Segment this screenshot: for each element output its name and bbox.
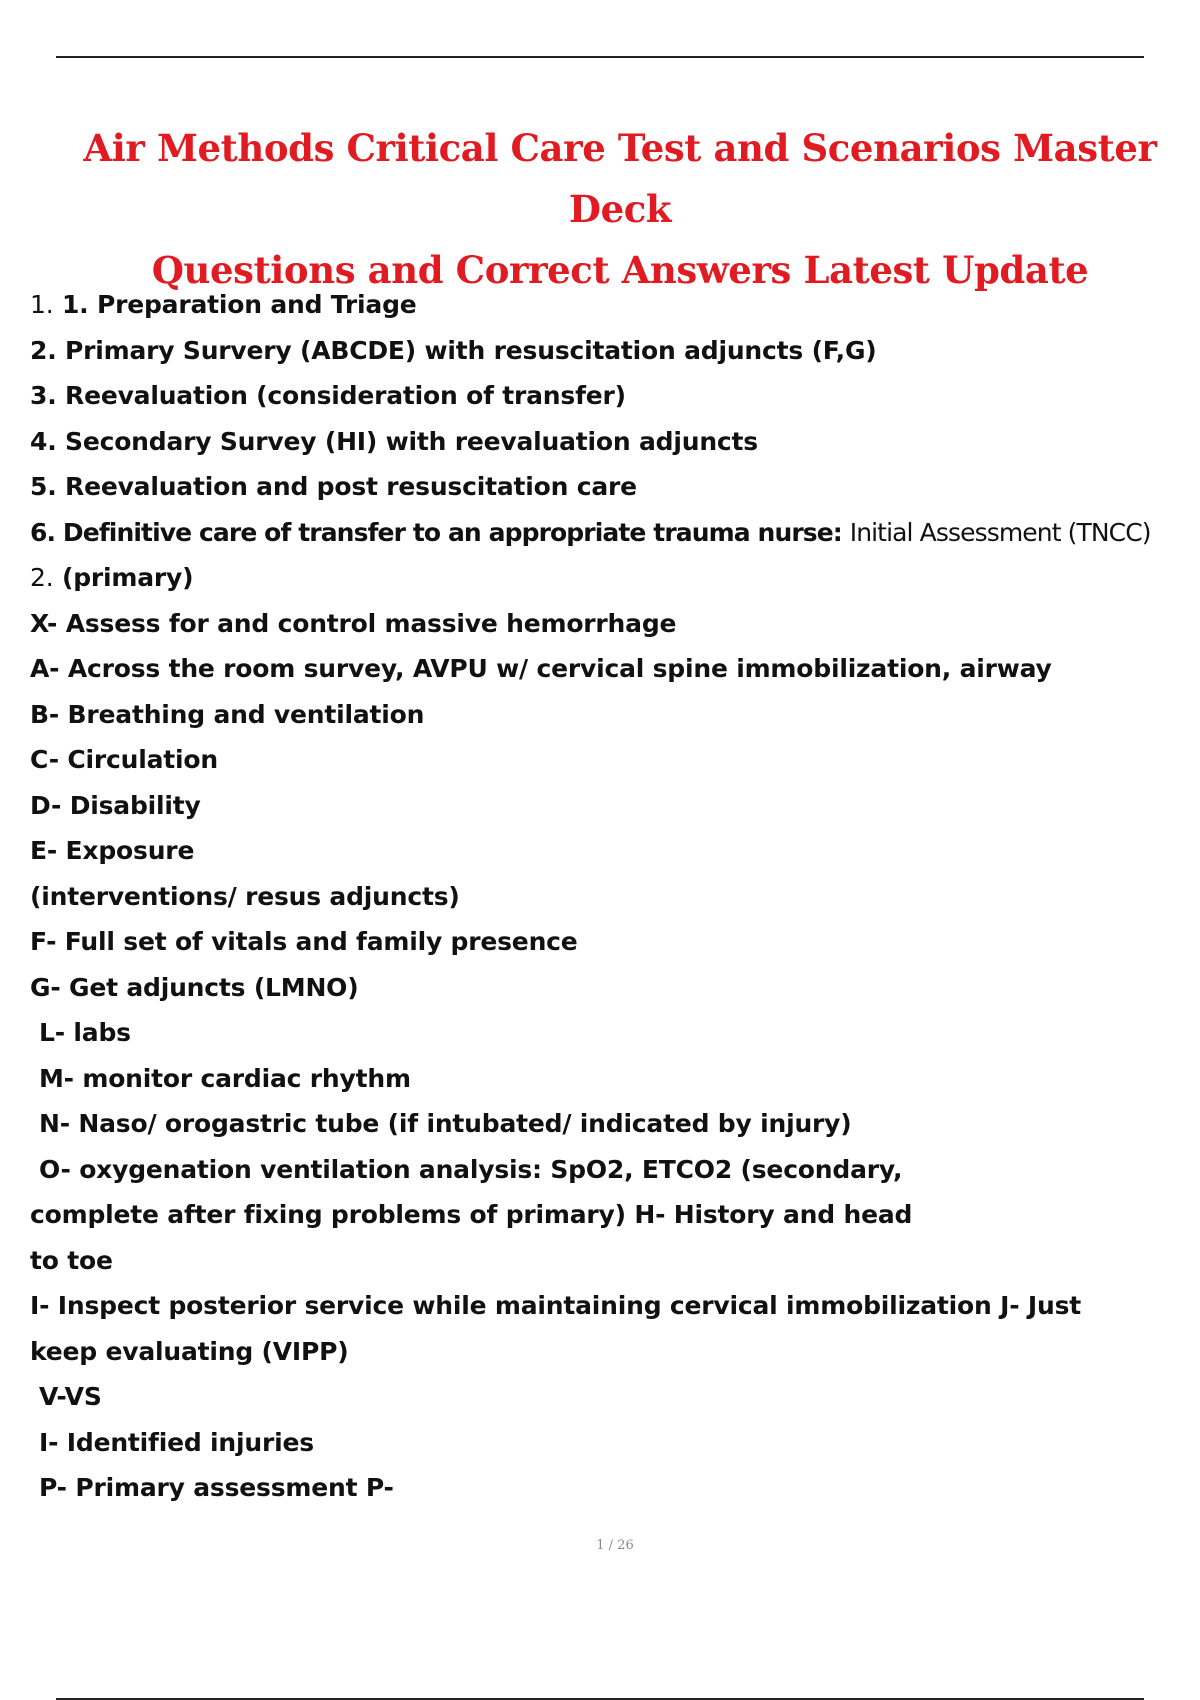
text-line: P- Primary assessment P- [39,1473,394,1502]
text-line: to toe [30,1245,113,1275]
list-item-4 [30,425,1180,471]
text-line: E- Exposure [30,836,195,865]
list-item-3 [30,379,1180,425]
text-line: complete after fixing problems of primary) H- History and head [30,1200,913,1229]
list-text: Reevaluation and post resuscitation care [65,472,637,501]
text-line: O- oxygenation ventilation analysis: SpO2, ETCO2 (secondary, [39,1154,903,1184]
title-line-1: Air Methods Critical Care Test and Scenarios Master Deck [83,126,1157,231]
list-item-7 [30,561,1180,607]
list-number: 3. [30,381,57,410]
document-title [40,118,1200,301]
text-line: M- monitor cardiac rhythm [39,1063,411,1093]
list-text: Primary Survery (ABCDE) with resuscitation adjuncts (F,G) [65,335,877,365]
text-line: (interventions/ resus adjuncts) [30,881,460,911]
list-number: 2. [30,563,54,592]
list-item-6 [30,516,1180,562]
text-line: I- Inspect posterior service while maintaining cervical immobilization J- Just [30,1291,1082,1320]
list-text: Secondary Survey (HI) with reevaluation adjuncts [65,426,758,456]
text-line: keep evaluating (VIPP) [30,1336,349,1366]
top-rule [56,56,1144,58]
list-text: 1. Preparation and Triage [61,290,417,319]
document-body [30,288,1180,1517]
list-item-1 [30,288,1180,334]
text-line: V-VS [39,1382,102,1411]
text-line: F- Full set of vitals and family presence [30,927,578,956]
text-line: L- labs [39,1018,131,1047]
list-text: (primary) [61,563,194,592]
list-number: 1. [30,290,54,319]
text-line: C- Circulation [30,745,218,774]
text-line: G- Get adjuncts (LMNO) [30,972,359,1002]
list-text-tail: Initial Assessment (TNCC) [849,517,1151,547]
list-number: 6. [30,517,56,547]
list-item-5 [30,470,1180,516]
list-item-2 [30,334,1180,380]
text-line: A- Across the room survey, AVPU w/ cervical spine immobilization, airway [30,654,1052,683]
list-number: 5. [30,472,57,501]
text-line: I- Identified injuries [39,1427,314,1457]
list-number: 4. [30,426,57,456]
text-line: X- Assess for and control massive hemorrhage [30,608,677,638]
title-line-2: Questions and Correct Answers Latest Update [151,248,1089,292]
text-line: D- Disability [30,790,201,820]
list-number: 2. [30,335,57,365]
list-text: Definitive care of transfer to an appropriate trauma nurse: [62,517,842,547]
text-line: N- Naso/ orogastric tube (if intubated/ indicated by injury) [39,1109,852,1138]
text-line: B- Breathing and ventilation [30,699,425,729]
page-number: 1 / 26 [596,1538,634,1553]
list-text: Reevaluation (consideration of transfer) [65,381,626,410]
